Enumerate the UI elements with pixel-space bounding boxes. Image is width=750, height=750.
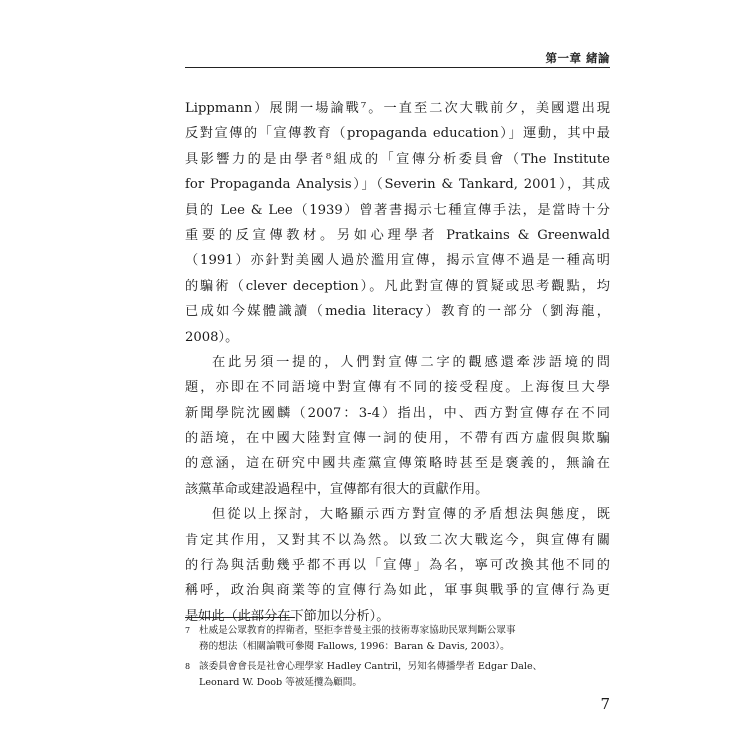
page-number: 7 <box>600 695 610 713</box>
body-line: 稱呼，政治與商業等的宣傳行為如此，軍事與戰爭的宣傳行為更 <box>185 583 610 599</box>
body-line: 該黨革命或建設過程中，宣傳都有很大的貢獻作用。 <box>185 481 489 497</box>
running-header: 第一章 緒論 <box>545 51 610 65</box>
footnote <box>185 659 610 691</box>
footnote-marker: 8 <box>185 662 191 671</box>
body-line: for Propaganda Analysis）」（Severin & Tankard, 2001），其成 <box>185 177 610 193</box>
body-line: 的語境，在中國大陸對宣傳一詞的使用，不帶有西方虛假與欺騙 <box>185 431 610 447</box>
body-line: 但從以上探討，大略顯示西方對宣傳的矛盾想法與態度，既 <box>212 507 610 523</box>
body-line: 在此另須一提的，人們對宣傳二字的觀感還牽涉語境的問 <box>212 354 610 370</box>
body-line: 肯定其作用，又對其不以為然。以致二次大戰迄今，與宣傳有關 <box>185 532 610 548</box>
body-line: 2008）。 <box>185 329 239 345</box>
body-text <box>185 96 610 629</box>
footnote-line: 杜威是公眾教育的捍衛者，堅拒李普曼主張的技術專家協助民眾判斷公眾事 <box>199 625 516 636</box>
body-line: 已成如今媒體識讀（media literacy）教育的一部分（劉海龍， <box>185 304 610 320</box>
footnote-rule <box>185 617 295 618</box>
footnote-line: Leonard W. Doob 等被延攬為顧問。 <box>199 677 362 688</box>
header-rule <box>185 67 610 68</box>
body-line: 具影響力的是由學者⁸組成的「宣傳分析委員會（The Institute <box>185 151 610 167</box>
body-line: 的行為與活動幾乎都不再以「宣傳」為名，寧可改換其他不同的 <box>185 558 610 574</box>
body-line: 重要的反宣傳教材。另如心理學者 Pratkains & Greenwald <box>185 227 610 243</box>
body-line: Lippmann）展開一場論戰⁷。一直至二次大戰前夕，美國還出現 <box>185 101 610 116</box>
footnote-line: 務的想法（相關論戰可參閱 Fallows, 1996：Baran & Davis, 2003）。 <box>199 641 510 652</box>
footnotes <box>185 623 610 695</box>
body-line: 員的 Lee & Lee（1939）曾著書揭示七種宣傳手法，是當時十分 <box>185 202 610 218</box>
body-line: 新聞學院沈國麟（2007：3-4）指出，中、西方對宣傳存在不同 <box>185 405 610 421</box>
body-line: 題，亦即在不同語境中對宣傳有不同的接受程度。上海復旦大學 <box>185 380 610 396</box>
body-line: 的意涵，這在研究中國共產黨宣傳策略時甚至是褒義的，無論在 <box>185 456 610 472</box>
body-line: （1991）亦針對美國人過於濫用宣傳，揭示宣傳不過是一種高明 <box>185 253 610 269</box>
body-line: 是如此（此部分在下節加以分析）。 <box>185 608 390 624</box>
footnote-marker: 7 <box>185 626 191 635</box>
body-line: 反對宣傳的「宣傳教育（propaganda education）」運動，其中最 <box>185 126 610 142</box>
footnote <box>185 623 610 655</box>
body-line: 的騙術（clever deception）。凡此對宣傳的質疑或思考觀點，均 <box>185 278 610 294</box>
footnote-line: 該委員會會長是社會心理學家 Hadley Cantril，另知名傳播學者 Edgar Dale、 <box>199 661 543 672</box>
